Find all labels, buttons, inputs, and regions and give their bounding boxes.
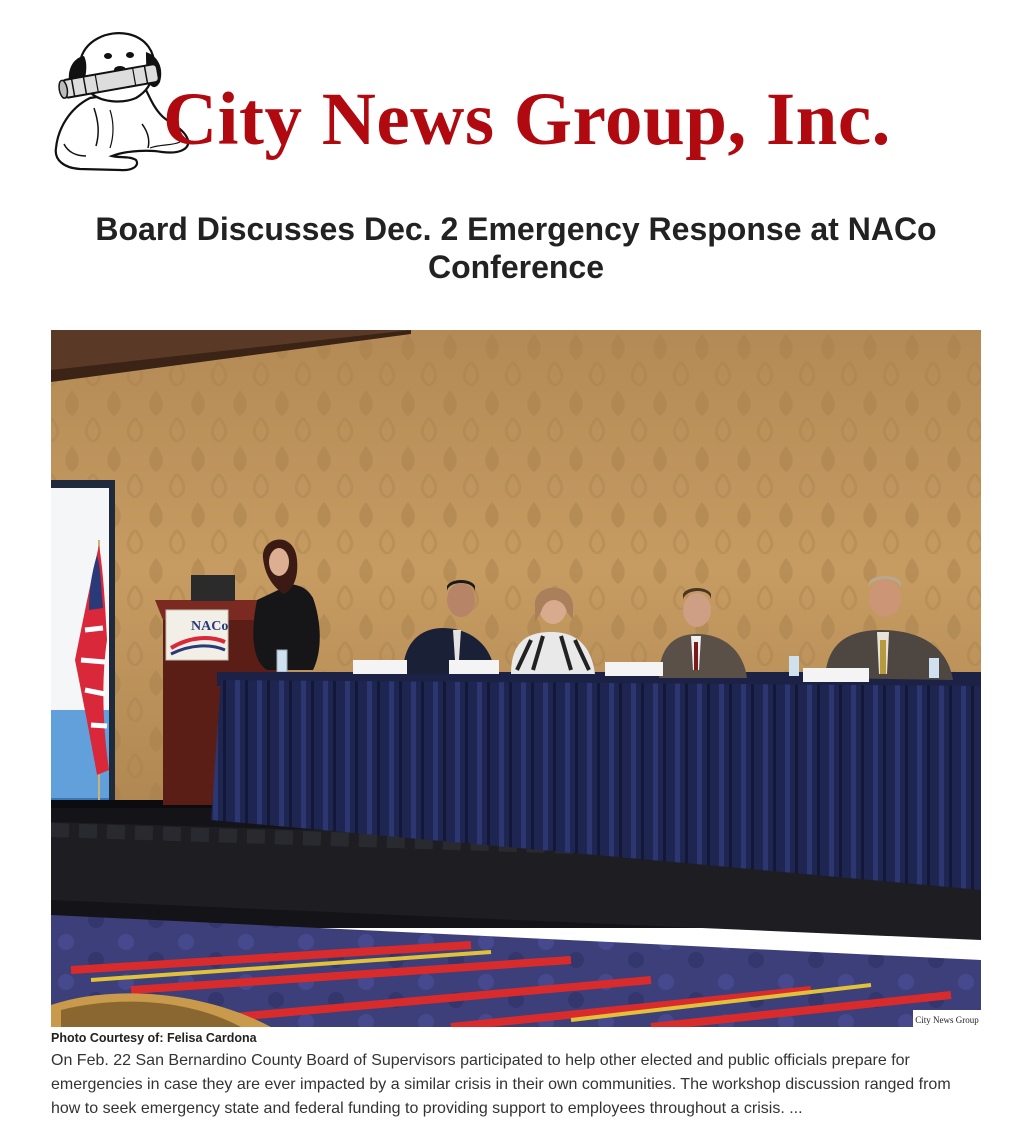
- conference-panel-photo: [51, 330, 981, 1027]
- photo-credit: Photo Courtesy of: Felisa Cardona: [51, 1031, 257, 1045]
- photo-watermark: City News Group: [915, 1015, 979, 1025]
- brand-name[interactable]: City News Group, Inc.: [163, 78, 891, 161]
- article-photo: [51, 330, 981, 1027]
- article-summary: On Feb. 22 San Bernardino County Board of Supervisors participated to help other elected and public officials prepare for emergencies in case they are ever impacted by a similar crisis in their own communities. The workshop discussion ranged from how to seek emergency state and federal funding to providing support to employees throughout a crisis. ...: [51, 1052, 951, 1117]
- podium-sign: NACo: [191, 619, 229, 634]
- masthead[interactable]: [50, 28, 980, 176]
- article-title: Board Discusses Dec. 2 Emergency Response at NACo Conference: [95, 211, 937, 285]
